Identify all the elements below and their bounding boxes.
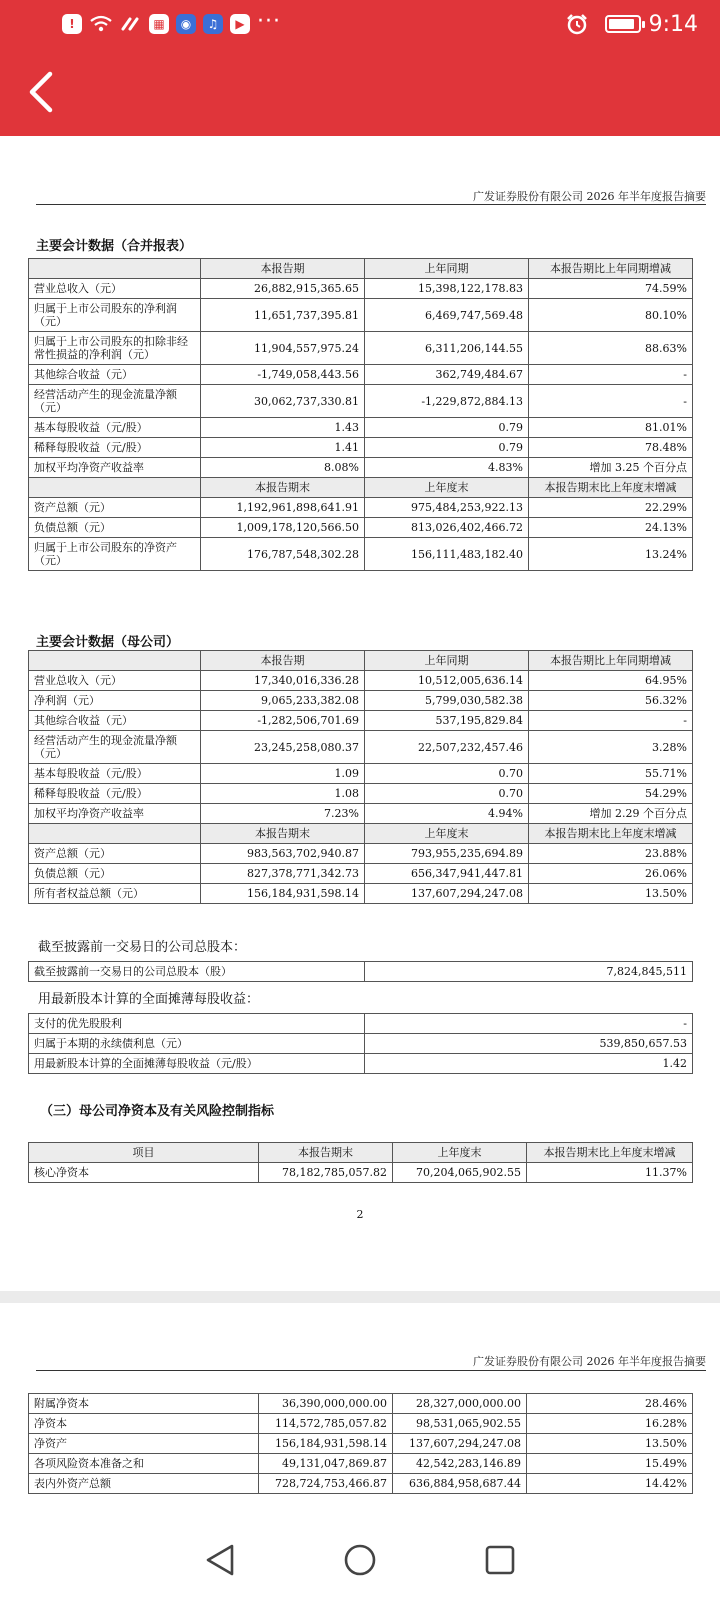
wifi-icon — [89, 15, 113, 33]
table-cell: 23.88% — [529, 844, 693, 864]
column-header: 本报告期比上年同期增减 — [529, 651, 693, 671]
battery-icon — [605, 15, 641, 33]
table-cell: 813,026,402,466.72 — [365, 518, 529, 538]
table-cell: -1,229,872,884.13 — [365, 385, 529, 418]
row-label: 经营活动产生的现金流量净额（元） — [29, 731, 201, 764]
row-label: 净资本 — [29, 1414, 259, 1434]
table-row — [29, 844, 693, 864]
table-cell: 11.37% — [527, 1163, 693, 1183]
table-row — [29, 804, 693, 824]
table-cell: 176,787,548,302.28 — [201, 538, 365, 571]
row-label: 归属于上市公司股东的扣除非经常性损益的净利润（元） — [29, 332, 201, 365]
table-row — [29, 518, 693, 538]
table-row — [29, 1454, 693, 1474]
table-cell: 10,512,005,636.14 — [365, 671, 529, 691]
table-cell: 55.71% — [529, 764, 693, 784]
music-icon: ♫ — [203, 14, 223, 34]
table-cell: 80.10% — [529, 299, 693, 332]
table-cell: 22.29% — [529, 498, 693, 518]
table-cell: - — [365, 1014, 693, 1034]
table-cell: 15,398,122,178.83 — [365, 279, 529, 299]
eps-note: 用最新股本计算的全面摊薄每股收益： — [38, 992, 260, 1007]
table-cell: 636,884,958,687.44 — [393, 1474, 527, 1494]
table-cell: - — [529, 365, 693, 385]
page-number: 2 — [356, 1208, 364, 1221]
video-icon: ▶ — [230, 14, 250, 34]
row-label: 净利润（元） — [29, 691, 201, 711]
header-rule — [36, 1370, 706, 1371]
table-cell: 114,572,785,057.82 — [259, 1414, 393, 1434]
table-row — [29, 884, 693, 904]
table-row — [29, 711, 693, 731]
back-button[interactable] — [22, 64, 66, 120]
column-header: 上年度末 — [393, 1143, 527, 1163]
risk-indicator-table — [28, 1393, 693, 1494]
table-cell: 537,195,829.84 — [365, 711, 529, 731]
row-label: 资产总额（元） — [29, 498, 201, 518]
status-bar — [0, 0, 720, 48]
table-row — [29, 1014, 693, 1034]
row-label: 经营活动产生的现金流量净额（元） — [29, 385, 201, 418]
section-title-net-capital: （三）母公司净资本及有关风险控制指标 — [40, 1104, 275, 1119]
table-cell: 0.79 — [365, 438, 529, 458]
table-cell: 539,850,657.53 — [365, 1034, 693, 1054]
table-row — [29, 332, 693, 365]
table-cell: 7.23% — [201, 804, 365, 824]
table-cell: 1,009,178,120,566.50 — [201, 518, 365, 538]
row-label: 稀释每股收益（元/股） — [29, 438, 201, 458]
header-rule — [36, 204, 706, 205]
table-row — [29, 418, 693, 438]
table-row — [29, 671, 693, 691]
table-row — [29, 784, 693, 804]
table-cell: 74.59% — [529, 279, 693, 299]
column-header: 本报告期末比上年度末增减 — [529, 824, 693, 844]
table-row — [29, 438, 693, 458]
table-row — [29, 1474, 693, 1494]
table-cell: 增加 3.25 个百分点 — [529, 458, 693, 478]
table-cell: 656,347,941,447.81 — [365, 864, 529, 884]
table-cell: 156,184,931,598.14 — [201, 884, 365, 904]
table-cell: 26.06% — [529, 864, 693, 884]
table-cell: -1,282,506,701.69 — [201, 711, 365, 731]
table-cell: 1.09 — [201, 764, 365, 784]
row-label: 所有者权益总额（元） — [29, 884, 201, 904]
running-header: 广发证券股份有限公司 2026 年半年度报告摘要 — [473, 190, 706, 203]
row-label: 归属于本期的永续债利息（元） — [29, 1034, 365, 1054]
table-cell: 14.42% — [527, 1474, 693, 1494]
table-row — [29, 1163, 693, 1183]
table-row — [29, 764, 693, 784]
table-cell: 5,799,030,582.38 — [365, 691, 529, 711]
section-title-parent: 主要会计数据（母公司） — [36, 635, 180, 650]
column-header: 上年度末 — [365, 478, 529, 498]
table-row — [29, 962, 693, 982]
table-row — [29, 458, 693, 478]
table-cell: 3.28% — [529, 731, 693, 764]
table-cell: 156,184,931,598.14 — [259, 1434, 393, 1454]
table-header-row — [29, 1143, 693, 1163]
table-cell: 23,245,258,080.37 — [201, 731, 365, 764]
table-cell: 11,651,737,395.81 — [201, 299, 365, 332]
table-cell: 26,882,915,365.65 — [201, 279, 365, 299]
table-header-row — [29, 824, 693, 844]
back-triangle-icon[interactable] — [200, 1540, 240, 1580]
column-header: 本报告期末比上年度末增减 — [529, 478, 693, 498]
table-cell: - — [529, 385, 693, 418]
table-cell: 6,469,747,569.48 — [365, 299, 529, 332]
table-cell: 137,607,294,247.08 — [393, 1434, 527, 1454]
table-cell: 增加 2.29 个百分点 — [529, 804, 693, 824]
table-row — [29, 1394, 693, 1414]
table-cell: 362,749,484.67 — [365, 365, 529, 385]
column-header: 本报告期末比上年度末增减 — [527, 1143, 693, 1163]
table-cell: 24.13% — [529, 518, 693, 538]
document-page — [0, 136, 720, 1291]
table-row — [29, 279, 693, 299]
row-label: 基本每股收益（元/股） — [29, 764, 201, 784]
row-label: 营业总收入（元） — [29, 671, 201, 691]
table-cell: 1.41 — [201, 438, 365, 458]
table-cell: 0.70 — [365, 764, 529, 784]
table-cell: 16.28% — [527, 1414, 693, 1434]
table-cell: 983,563,702,940.87 — [201, 844, 365, 864]
column-header: 本报告期 — [201, 651, 365, 671]
table-cell: 793,955,235,694.89 — [365, 844, 529, 864]
table-cell: 78,182,785,057.82 — [259, 1163, 393, 1183]
table-row — [29, 299, 693, 332]
section-title-consolidated: 主要会计数据（合并报表） — [36, 239, 193, 254]
table-cell: 4.94% — [365, 804, 529, 824]
table-cell: 1.43 — [201, 418, 365, 438]
table-row — [29, 864, 693, 884]
column-header: 项目 — [29, 1143, 259, 1163]
table-cell: 30,062,737,330.81 — [201, 385, 365, 418]
column-header: 上年同期 — [365, 651, 529, 671]
table-row — [29, 1414, 693, 1434]
table-cell: 88.63% — [529, 332, 693, 365]
row-label: 核心净资本 — [29, 1163, 259, 1183]
row-label: 负债总额（元） — [29, 518, 201, 538]
share-capital-table — [28, 961, 693, 982]
table-header-row — [29, 478, 693, 498]
table-cell: 49,131,047,869.87 — [259, 1454, 393, 1474]
page-gap — [0, 1291, 720, 1303]
table-cell: 56.32% — [529, 691, 693, 711]
table-cell: -1,749,058,443.56 — [201, 365, 365, 385]
row-label: 加权平均净资产收益率 — [29, 804, 201, 824]
app-icon: ◉ — [176, 14, 196, 34]
table-cell: 98,531,065,902.55 — [393, 1414, 527, 1434]
home-circle-icon[interactable] — [340, 1540, 380, 1580]
table-cell: 15.49% — [527, 1454, 693, 1474]
table-cell: 42,542,283,146.89 — [393, 1454, 527, 1474]
row-label: 各项风险资本准备之和 — [29, 1454, 259, 1474]
running-header: 广发证券股份有限公司 2026 年半年度报告摘要 — [473, 1355, 706, 1368]
column-header — [29, 478, 201, 498]
table-cell: 64.95% — [529, 671, 693, 691]
table-cell: 728,724,753,466.87 — [259, 1474, 393, 1494]
row-label: 加权平均净资产收益率 — [29, 458, 201, 478]
row-label: 支付的优先股股利 — [29, 1014, 365, 1034]
table-row — [29, 1054, 693, 1074]
alarm-icon — [566, 13, 588, 35]
navigation-bar — [0, 1520, 720, 1600]
row-label: 净资产 — [29, 1434, 259, 1454]
more-icon: ··· — [257, 8, 281, 34]
column-header — [29, 259, 201, 279]
column-header: 本报告期比上年同期增减 — [529, 259, 693, 279]
row-label: 负债总额（元） — [29, 864, 201, 884]
column-header — [29, 824, 201, 844]
row-label: 稀释每股收益（元/股） — [29, 784, 201, 804]
table-cell: 17,340,016,336.28 — [201, 671, 365, 691]
table-cell: 827,378,771,342.73 — [201, 864, 365, 884]
table-cell: 13.50% — [529, 884, 693, 904]
table-cell: 13.24% — [529, 538, 693, 571]
table-cell: 78.48% — [529, 438, 693, 458]
column-header: 本报告期末 — [201, 478, 365, 498]
table-cell: - — [529, 711, 693, 731]
parent-data-table — [28, 650, 693, 904]
column-header: 本报告期 — [201, 259, 365, 279]
table-cell: 8.08% — [201, 458, 365, 478]
row-label: 用最新股本计算的全面摊薄每股收益（元/股） — [29, 1054, 365, 1074]
row-label: 附属净资本 — [29, 1394, 259, 1414]
table-cell: 0.79 — [365, 418, 529, 438]
row-label: 其他综合收益（元） — [29, 365, 201, 385]
table-cell: 54.29% — [529, 784, 693, 804]
table-row — [29, 385, 693, 418]
table-row — [29, 365, 693, 385]
table-cell: 137,607,294,247.08 — [365, 884, 529, 904]
table-cell: 1.08 — [201, 784, 365, 804]
table-row — [29, 1434, 693, 1454]
table-cell: 6,311,206,144.55 — [365, 332, 529, 365]
table-cell: 28.46% — [527, 1394, 693, 1414]
consolidated-data-table — [28, 258, 693, 571]
table-cell: 81.01% — [529, 418, 693, 438]
row-label: 表内外资产总额 — [29, 1474, 259, 1494]
column-header: 本报告期末 — [201, 824, 365, 844]
row-label: 截至披露前一交易日的公司总股本（股） — [29, 962, 365, 982]
table-cell: 0.70 — [365, 784, 529, 804]
net-capital-table — [28, 1142, 693, 1183]
row-label: 资产总额（元） — [29, 844, 201, 864]
table-cell: 156,111,483,182.40 — [365, 538, 529, 571]
table-cell: 28,327,000,000.00 — [393, 1394, 527, 1414]
eps-table — [28, 1013, 693, 1074]
column-header — [29, 651, 201, 671]
table-header-row — [29, 259, 693, 279]
table-cell: 13.50% — [527, 1434, 693, 1454]
link-icon — [120, 15, 142, 33]
table-cell: 22,507,232,457.46 — [365, 731, 529, 764]
clock: 9:14 — [648, 11, 698, 37]
calendar-icon: ▦ — [149, 14, 169, 34]
table-row — [29, 498, 693, 518]
table-cell: 975,484,253,922.13 — [365, 498, 529, 518]
document-page — [0, 1303, 720, 1520]
table-cell: 11,904,557,975.24 — [201, 332, 365, 365]
table-cell: 1.42 — [365, 1054, 693, 1074]
column-header: 本报告期末 — [259, 1143, 393, 1163]
app-bar — [0, 0, 720, 136]
recents-square-icon[interactable] — [480, 1540, 520, 1580]
row-label: 基本每股收益（元/股） — [29, 418, 201, 438]
table-cell: 1,192,961,898,641.91 — [201, 498, 365, 518]
document-viewer[interactable] — [0, 136, 720, 1520]
column-header: 上年同期 — [365, 259, 529, 279]
table-cell: 4.83% — [365, 458, 529, 478]
alert-icon: ! — [62, 14, 82, 34]
row-label: 其他综合收益（元） — [29, 711, 201, 731]
share-capital-note: 截至披露前一交易日的公司总股本： — [38, 940, 247, 955]
row-label: 归属于上市公司股东的净资产（元） — [29, 538, 201, 571]
table-row — [29, 1034, 693, 1054]
table-cell: 7,824,845,511 — [365, 962, 693, 982]
table-cell: 36,390,000,000.00 — [259, 1394, 393, 1414]
row-label: 营业总收入（元） — [29, 279, 201, 299]
row-label: 归属于上市公司股东的净利润（元） — [29, 299, 201, 332]
table-row — [29, 691, 693, 711]
table-row — [29, 538, 693, 571]
table-header-row — [29, 651, 693, 671]
table-row — [29, 731, 693, 764]
table-cell: 70,204,065,902.55 — [393, 1163, 527, 1183]
column-header: 上年度末 — [365, 824, 529, 844]
table-cell: 9,065,233,382.08 — [201, 691, 365, 711]
